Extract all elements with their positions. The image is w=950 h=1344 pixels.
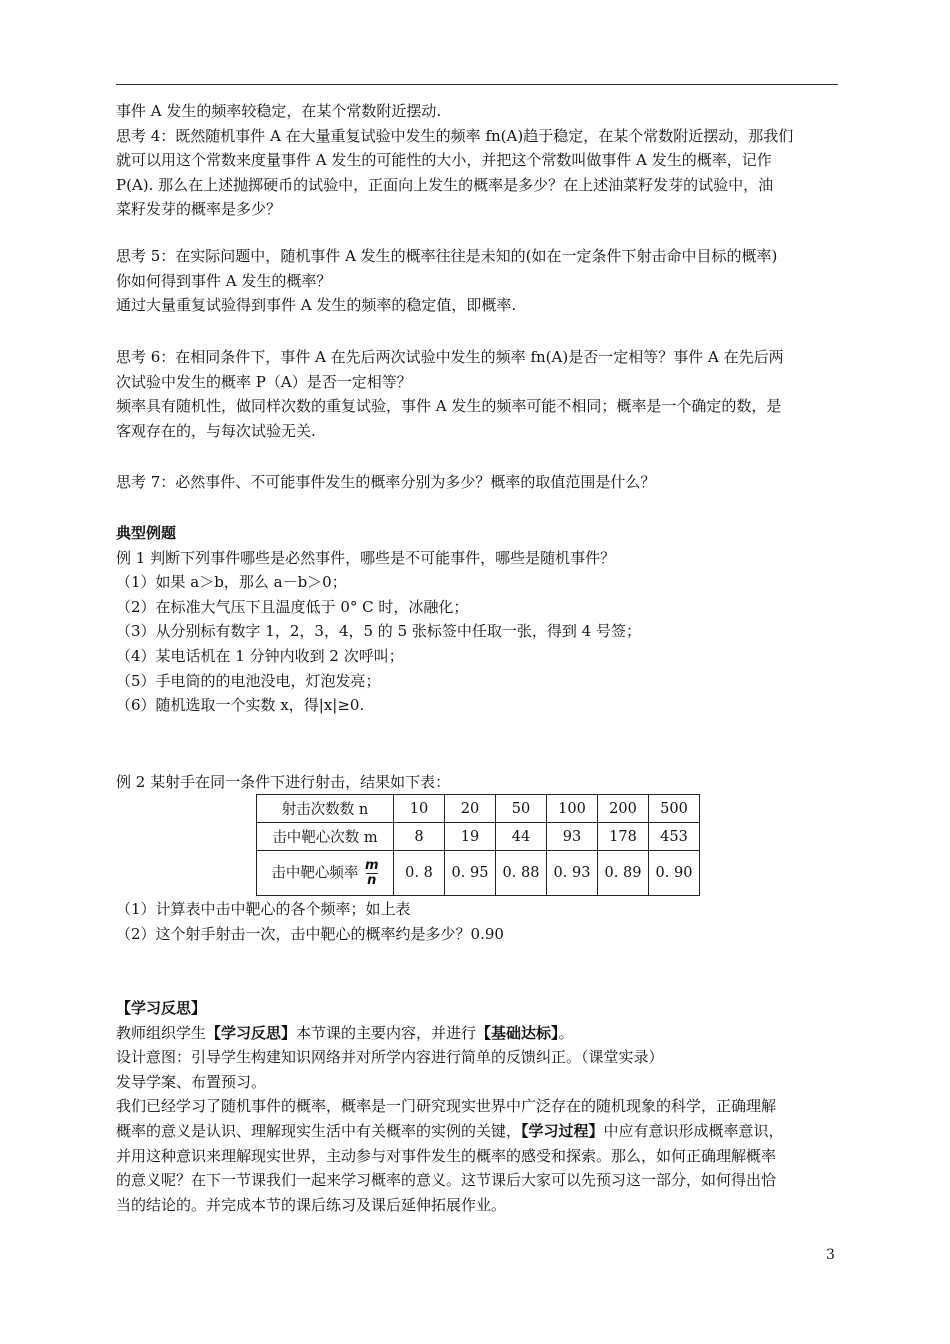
text-line: 我们已经学习了随机事件的概率，概率是一门研究现实世界中广泛存在的随机现象的科学，正确理解 <box>116 1097 777 1116</box>
text-line: （4）某电话机在 1 分钟内收到 2 次呼叫； <box>116 646 404 665</box>
fraction-denominator: n <box>367 872 377 888</box>
text-run: 本节课的主要内容，并进行 <box>296 1023 477 1042</box>
examples-block <box>116 521 840 718</box>
text-line: 频率具有随机性，做同样次数的重复试验，事件 A 发生的频率可能不相同；概率是一个确定的数，是 <box>116 397 782 416</box>
text-line: 思考 6：在相同条件下，事件 A 在先后两次试验中发生的频率 fn(A)是否一定相等？事件 A 在先后两 <box>116 348 784 366</box>
fraction-m-over-n <box>365 859 379 888</box>
text-line: 例 1 判断下列事件哪些是必然事件，哪些是不可能事件，哪些是随机事件？ <box>116 548 616 567</box>
table-cell: 10 <box>394 795 445 823</box>
fraction-numerator: m <box>365 857 379 873</box>
text-line: P(A). 那么在上述抛掷硬币的试验中，正面向上发生的概率是多少？在上述油菜籽发芽的试验中，油 <box>116 175 774 194</box>
table-cell: 50 <box>496 795 547 823</box>
text-line: 例 2 某射手在同一条件下进行射击，结果如下表： <box>116 773 451 791</box>
intro-block <box>116 99 840 222</box>
header-rule <box>116 84 838 85</box>
section-heading: 【学习反思】 <box>116 999 207 1017</box>
bold-run: 【基础达标】 <box>476 1023 559 1042</box>
table-cell: 0. 90 <box>649 851 700 896</box>
text-line: 客观存在的，与每次试验无关. <box>116 421 316 440</box>
text-line: （2）这个射手射击一次，击中靶心的概率约是多少？0.90 <box>116 924 504 943</box>
text-line: 的意义呢？在下一节课我们一起来学习概率的意义。这节课后大家可以先预习这一部分，如何得出恰 <box>116 1171 777 1190</box>
reflection-block <box>116 996 840 1217</box>
text-line: 并用这种意识来理解现实世界，主动参与对事件发生的概率的感受和探索。那么，如何正确理解概率 <box>116 1146 777 1165</box>
text-line: 你如何得到事件 A 发生的概率？ <box>116 271 332 290</box>
text-line: （1）如果 a＞b，那么 a－b＞0； <box>116 573 347 592</box>
frequency-table <box>256 794 700 896</box>
text-run: 中应有意识形成概率意识， <box>603 1121 784 1140</box>
text-line: 当的结论的。并完成本节的课后练习及课后延伸拓展作业。 <box>116 1195 507 1214</box>
table-cell: 200 <box>598 795 649 823</box>
text-line: 次试验中发生的概率 P（A）是否一定相等？ <box>116 372 412 391</box>
table-cell: 0. 95 <box>445 851 496 896</box>
text-line: （5）手电筒的的电池没电，灯泡发亮； <box>116 671 381 690</box>
text-line: 思考 4：既然随机事件 A 在大量重复试验中发生的频率 fn(A)趋于稳定，在某个常数附近摆动，那我们 <box>116 126 794 145</box>
table-cell: 击中靶心次数 m <box>257 823 394 851</box>
table-cell: 453 <box>649 823 700 851</box>
page-number: 3 <box>826 1247 835 1263</box>
example2-intro <box>116 770 840 795</box>
example2-answers <box>116 897 840 946</box>
table-cell: 178 <box>598 823 649 851</box>
text-line: （1）计算表中击中靶心的各个频率；如上表 <box>116 900 411 918</box>
bold-run: 【学习过程】 <box>521 1121 604 1140</box>
table-cell: 0. 88 <box>496 851 547 896</box>
table-cell <box>257 851 394 896</box>
text-line <box>116 1021 840 1046</box>
text-run: 概率的意义是认识、理解现实生活中有关概率的实例的关键， <box>116 1121 522 1140</box>
text-line: 事件 A 发生的频率较稳定，在某个常数附近摆动. <box>116 102 442 120</box>
table-cell: 8 <box>394 823 445 851</box>
text-line: （3）从分别标有数字 1，2，3，4，5 的 5 张标签中任取一张，得到 4 号签； <box>116 622 641 641</box>
table-cell: 0. 93 <box>547 851 598 896</box>
text-line: （6）随机选取一个实数 x，得|x|≥0. <box>116 696 365 715</box>
text-line: 设计意图：引导学生构建知识网络并对所学内容进行简单的反馈纠正。（课堂实录） <box>116 1048 664 1067</box>
text-run: 教师组织学生 <box>116 1023 207 1042</box>
table-row <box>257 851 700 896</box>
table-cell: 0. 8 <box>394 851 445 896</box>
text-line: 思考 5：在实际问题中，随机事件 A 发生的概率往往是未知的(如在一定条件下射击命中目标的概率) <box>116 247 778 265</box>
text-line: 菜籽发芽的概率是多少？ <box>116 200 282 219</box>
table-cell: 射击次数数 n <box>257 795 394 823</box>
text-run: 。 <box>558 1023 574 1042</box>
section-heading: 典型例题 <box>116 524 177 542</box>
text-line <box>116 1119 840 1144</box>
bold-run: 【学习反思】 <box>206 1023 297 1042</box>
frequency-label: 击中靶心频率 <box>271 865 359 881</box>
table-cell: 500 <box>649 795 700 823</box>
think6-block <box>116 345 840 443</box>
table-cell: 93 <box>547 823 598 851</box>
table-cell: 19 <box>445 823 496 851</box>
text-line: 发导学案、布置预习。 <box>116 1072 267 1091</box>
table-cell: 0. 89 <box>598 851 649 896</box>
text-line: 通过大量重复试验得到事件 A 发生的频率的稳定值，即概率. <box>116 296 517 315</box>
think5-block <box>116 244 840 318</box>
text-line: 思考 7：必然事件、不可能事件发生的概率分别为多少？概率的取值范围是什么？ <box>116 473 656 491</box>
table-cell: 44 <box>496 823 547 851</box>
think7-block <box>116 470 840 495</box>
text-line: 就可以用这个常数来度量事件 A 发生的可能性的大小，并把这个常数叫做事件 A 发生的概率，记作 <box>116 151 772 170</box>
table-row <box>257 795 700 823</box>
table-cell: 20 <box>445 795 496 823</box>
text-line: （2）在标准大气压下且温度低于 0° C 时，冰融化； <box>116 597 469 616</box>
table-cell: 100 <box>547 795 598 823</box>
table-row <box>257 823 700 851</box>
